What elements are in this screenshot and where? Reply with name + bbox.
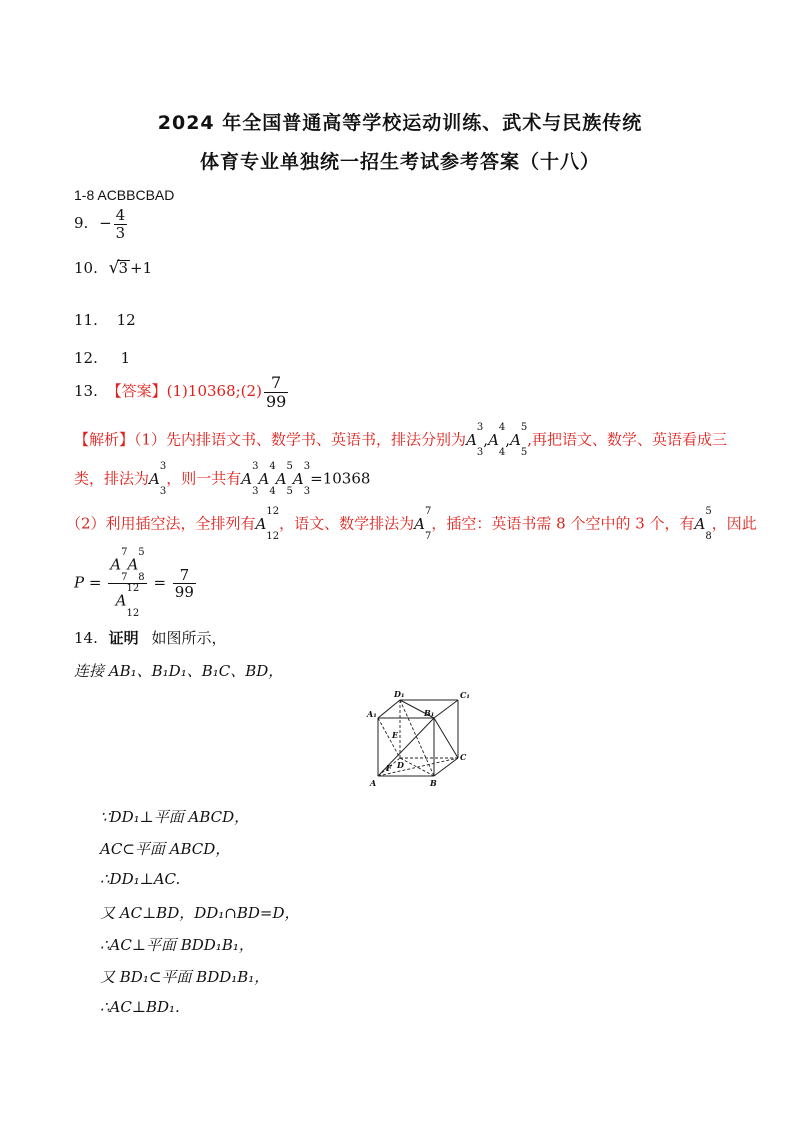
answer-11-value: 12 bbox=[116, 311, 136, 329]
analysis-p4-fraction1 bbox=[108, 548, 146, 619]
analysis-p4-den2: 99 bbox=[174, 583, 194, 601]
answer-13-fraction bbox=[264, 374, 288, 410]
answer-14 bbox=[74, 627, 226, 648]
answer-14-label: 14. bbox=[74, 629, 98, 647]
analysis-p3-b: ，语文、数学排法为 bbox=[279, 514, 415, 533]
analysis-p4-den1: $A^{12}$ $_{12}$ bbox=[115, 583, 140, 619]
edge-b-c bbox=[434, 758, 458, 776]
label-f: F bbox=[386, 763, 392, 773]
proof-intro: 如图所示， bbox=[151, 629, 227, 647]
answer-9-numerator: 4 bbox=[115, 206, 126, 224]
analysis-p4-num2: 7 bbox=[173, 567, 196, 585]
page-title-line2: 体育专业单独统一招生考试参考答案（十八） bbox=[199, 151, 600, 173]
analysis-p2-product: $A^3$ $_3A^4$ $_4A^5$ $_5A^3$ $_3$ bbox=[241, 461, 311, 497]
analysis-p1-b: ,再把语文、数学、英语看成三 bbox=[527, 430, 728, 449]
answer-9-fraction bbox=[114, 207, 128, 241]
edge-b1-c1 bbox=[434, 700, 458, 718]
answer-12-label: 12. bbox=[74, 349, 98, 367]
label-d1: D₁ bbox=[394, 689, 405, 699]
answer-13-numerator: 7 bbox=[264, 374, 288, 393]
analysis-p3-c: ，插空：英语书需 8 个空中的 3 个，有 bbox=[431, 514, 695, 533]
analysis-p2-perm: $A^3$ $_3$ bbox=[149, 461, 167, 497]
analysis-line-3 bbox=[66, 507, 757, 542]
label-b1: B₁ bbox=[424, 708, 435, 718]
answer-9-denominator: 3 bbox=[115, 223, 126, 242]
proof-line-5: ∴AC⊥平面 BDD₁B₁， bbox=[100, 936, 254, 954]
analysis-p4-lhs: P = bbox=[74, 573, 102, 592]
label-a: A bbox=[370, 778, 377, 788]
analysis-p4-fraction2 bbox=[173, 567, 196, 601]
diag-b1-c bbox=[434, 718, 458, 758]
answer-13-part1: (1)10368;(2) bbox=[166, 382, 262, 401]
answer-10-radicand: 3 bbox=[118, 259, 129, 277]
analysis-p1-perms: $A^3$ $_3,A^4$ $_4,A^5$ $_5$ bbox=[466, 422, 528, 458]
analysis-p2-a: 类，排法为 bbox=[74, 469, 150, 488]
analysis-p1-a: （1）先内排语文书、数学书、英语书，排法分别为 bbox=[134, 430, 467, 449]
answer-9 bbox=[74, 207, 129, 241]
answer-12 bbox=[74, 349, 130, 367]
label-e: E bbox=[392, 730, 399, 740]
analysis-p4-eq: = bbox=[153, 573, 167, 592]
answer-9-label: 9. bbox=[74, 214, 89, 232]
proof-connect: 连接 AB₁、B₁D₁、B₁C、BD， bbox=[74, 662, 284, 680]
answer-tag: 【答案】 bbox=[106, 382, 167, 401]
proof-tag: 证明 bbox=[108, 629, 139, 647]
analysis-p4-num1: $A^7$ $_7A^5$ $_8$ bbox=[110, 547, 145, 583]
answer-10-label: 10. bbox=[74, 259, 98, 277]
analysis-p3-perm12: $A^{12}$ $_{12}$ bbox=[255, 506, 280, 542]
page-title-line1: 2024 年全国普通高等学校运动训练、武术与民族传统 bbox=[157, 112, 643, 134]
cube-figure bbox=[364, 688, 474, 790]
label-d: D bbox=[397, 760, 404, 770]
answer-11 bbox=[74, 311, 136, 329]
label-b: B bbox=[430, 778, 437, 788]
analysis-p3-perm7: $A^7$ $_7$ bbox=[414, 506, 432, 542]
answer-11-label: 11. bbox=[74, 311, 98, 329]
label-c: C bbox=[460, 752, 467, 762]
answer-13-label: 13. bbox=[74, 382, 98, 401]
answer-13 bbox=[74, 374, 290, 410]
analysis-p2-b: ，则一共有 bbox=[166, 469, 242, 488]
analysis-line-1 bbox=[74, 423, 727, 458]
proof-line-4: 又 AC⊥BD，DD₁∩BD=D， bbox=[100, 904, 300, 922]
proof-line-2: AC⊂平面 ABCD， bbox=[100, 840, 231, 858]
answer-10 bbox=[74, 258, 152, 278]
analysis-p3-a: （2）利用插空法，全排列有 bbox=[66, 514, 256, 533]
answer-10-tail: +1 bbox=[130, 259, 153, 277]
analysis-line-2 bbox=[74, 462, 370, 497]
sqrt-symbol: √ bbox=[108, 258, 120, 278]
answer-1-8: 1-8 ACBBCBAD bbox=[74, 187, 175, 203]
proof-line-1: ∵DD₁⊥平面 ABCD， bbox=[100, 808, 250, 826]
proof-line-7: ∴AC⊥BD₁. bbox=[100, 998, 180, 1016]
proof-line-3: ∴DD₁⊥AC. bbox=[100, 870, 181, 888]
label-c1: C₁ bbox=[460, 690, 470, 700]
analysis-p3-perm8: $A^5$ $_8$ bbox=[694, 506, 712, 542]
answer-13-denominator: 99 bbox=[265, 391, 287, 411]
analysis-probability bbox=[74, 548, 198, 619]
answer-9-sign: − bbox=[99, 214, 112, 232]
proof-line-6: 又 BD₁⊂平面 BDD₁B₁， bbox=[100, 968, 270, 986]
edge-a1-d1 bbox=[378, 700, 400, 718]
label-a1: A₁ bbox=[367, 709, 377, 719]
answer-12-value: 1 bbox=[120, 349, 131, 367]
analysis-p2-c: =10368 bbox=[310, 469, 371, 488]
analysis-p3-d: ，因此 bbox=[711, 514, 757, 533]
analysis-tag: 【解析】 bbox=[74, 430, 135, 449]
